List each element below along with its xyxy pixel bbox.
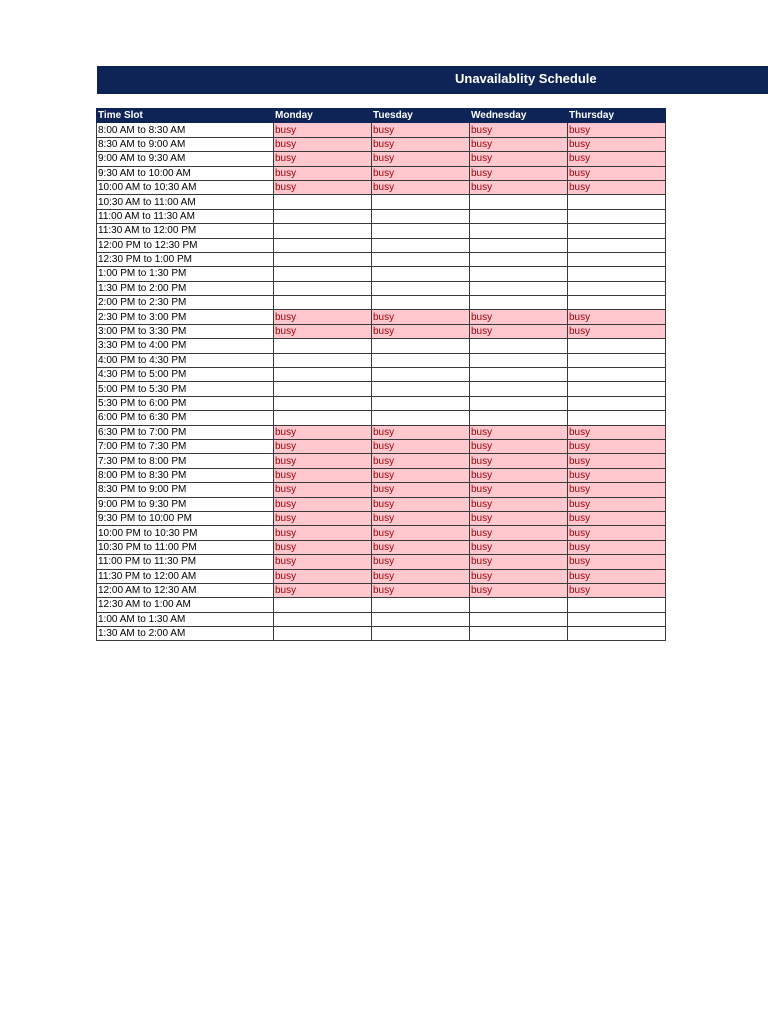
busy-cell-wednesday: busy [470, 180, 568, 194]
empty-cell-thursday [568, 339, 666, 353]
busy-cell-thursday: busy [568, 166, 666, 180]
table-row [97, 612, 666, 626]
empty-cell-thursday [568, 612, 666, 626]
empty-cell-wednesday [470, 224, 568, 238]
column-header-time-slot: Time Slot [97, 109, 274, 123]
empty-cell-thursday [568, 627, 666, 641]
time-slot-cell: 11:30 AM to 12:00 PM [97, 224, 274, 238]
column-header-thursday: Thursday [568, 109, 666, 123]
table-row [97, 252, 666, 266]
table-header-row [97, 109, 666, 123]
time-slot-cell: 12:30 PM to 1:00 PM [97, 252, 274, 266]
table-row [97, 339, 666, 353]
busy-cell-wednesday: busy [470, 454, 568, 468]
busy-cell-thursday: busy [568, 540, 666, 554]
empty-cell-monday [274, 598, 372, 612]
busy-cell-thursday: busy [568, 180, 666, 194]
empty-cell-thursday [568, 598, 666, 612]
busy-cell-tuesday: busy [372, 180, 470, 194]
busy-cell-thursday: busy [568, 310, 666, 324]
busy-cell-thursday: busy [568, 511, 666, 525]
table-row [97, 569, 666, 583]
time-slot-cell: 10:00 PM to 10:30 PM [97, 526, 274, 540]
busy-cell-thursday: busy [568, 425, 666, 439]
empty-cell-monday [274, 396, 372, 410]
empty-cell-tuesday [372, 209, 470, 223]
empty-cell-thursday [568, 224, 666, 238]
empty-cell-thursday [568, 411, 666, 425]
empty-cell-tuesday [372, 382, 470, 396]
busy-cell-thursday: busy [568, 569, 666, 583]
table-row [97, 396, 666, 410]
empty-cell-wednesday [470, 209, 568, 223]
empty-cell-wednesday [470, 368, 568, 382]
busy-cell-monday: busy [274, 468, 372, 482]
empty-cell-tuesday [372, 353, 470, 367]
busy-cell-wednesday: busy [470, 511, 568, 525]
empty-cell-tuesday [372, 396, 470, 410]
column-header-monday: Monday [274, 109, 372, 123]
table-row [97, 368, 666, 382]
time-slot-cell: 11:30 PM to 12:00 AM [97, 569, 274, 583]
busy-cell-monday: busy [274, 166, 372, 180]
table-row [97, 439, 666, 453]
busy-cell-thursday: busy [568, 123, 666, 137]
table-row [97, 627, 666, 641]
table-row [97, 468, 666, 482]
busy-cell-wednesday: busy [470, 468, 568, 482]
empty-cell-tuesday [372, 252, 470, 266]
table-row [97, 425, 666, 439]
empty-cell-wednesday [470, 382, 568, 396]
busy-cell-wednesday: busy [470, 310, 568, 324]
empty-cell-thursday [568, 281, 666, 295]
busy-cell-monday: busy [274, 454, 372, 468]
empty-cell-monday [274, 382, 372, 396]
time-slot-cell: 11:00 PM to 11:30 PM [97, 555, 274, 569]
empty-cell-monday [274, 281, 372, 295]
empty-cell-wednesday [470, 627, 568, 641]
time-slot-cell: 11:00 AM to 11:30 AM [97, 209, 274, 223]
empty-cell-monday [274, 296, 372, 310]
busy-cell-wednesday: busy [470, 497, 568, 511]
time-slot-cell: 2:00 PM to 2:30 PM [97, 296, 274, 310]
table-row [97, 540, 666, 554]
busy-cell-thursday: busy [568, 454, 666, 468]
busy-cell-monday: busy [274, 310, 372, 324]
table-row [97, 353, 666, 367]
busy-cell-thursday: busy [568, 555, 666, 569]
time-slot-cell: 6:30 PM to 7:00 PM [97, 425, 274, 439]
busy-cell-wednesday: busy [470, 152, 568, 166]
busy-cell-tuesday: busy [372, 583, 470, 597]
empty-cell-thursday [568, 382, 666, 396]
busy-cell-thursday: busy [568, 583, 666, 597]
busy-cell-monday: busy [274, 123, 372, 137]
table-row [97, 123, 666, 137]
busy-cell-thursday: busy [568, 497, 666, 511]
empty-cell-monday [274, 368, 372, 382]
busy-cell-wednesday: busy [470, 555, 568, 569]
busy-cell-monday: busy [274, 324, 372, 338]
empty-cell-tuesday [372, 612, 470, 626]
empty-cell-thursday [568, 195, 666, 209]
busy-cell-monday: busy [274, 137, 372, 151]
empty-cell-wednesday [470, 296, 568, 310]
time-slot-cell: 7:30 PM to 8:00 PM [97, 454, 274, 468]
empty-cell-thursday [568, 252, 666, 266]
empty-cell-wednesday [470, 411, 568, 425]
table-row [97, 267, 666, 281]
time-slot-cell: 12:30 AM to 1:00 AM [97, 598, 274, 612]
empty-cell-tuesday [372, 598, 470, 612]
empty-cell-monday [274, 267, 372, 281]
empty-cell-tuesday [372, 238, 470, 252]
busy-cell-monday: busy [274, 497, 372, 511]
table-row [97, 526, 666, 540]
time-slot-cell: 12:00 AM to 12:30 AM [97, 583, 274, 597]
busy-cell-monday: busy [274, 555, 372, 569]
busy-cell-tuesday: busy [372, 511, 470, 525]
time-slot-cell: 6:00 PM to 6:30 PM [97, 411, 274, 425]
busy-cell-monday: busy [274, 180, 372, 194]
table-row [97, 324, 666, 338]
table-row [97, 511, 666, 525]
empty-cell-wednesday [470, 195, 568, 209]
busy-cell-wednesday: busy [470, 166, 568, 180]
empty-cell-monday [274, 353, 372, 367]
busy-cell-tuesday: busy [372, 439, 470, 453]
busy-cell-monday: busy [274, 152, 372, 166]
time-slot-cell: 2:30 PM to 3:00 PM [97, 310, 274, 324]
busy-cell-monday: busy [274, 569, 372, 583]
table-row [97, 555, 666, 569]
time-slot-cell: 12:00 PM to 12:30 PM [97, 238, 274, 252]
busy-cell-thursday: busy [568, 137, 666, 151]
busy-cell-tuesday: busy [372, 540, 470, 554]
busy-cell-monday: busy [274, 439, 372, 453]
empty-cell-wednesday [470, 267, 568, 281]
table-row [97, 497, 666, 511]
empty-cell-tuesday [372, 267, 470, 281]
time-slot-cell: 8:00 AM to 8:30 AM [97, 123, 274, 137]
empty-cell-thursday [568, 396, 666, 410]
time-slot-cell: 1:00 AM to 1:30 AM [97, 612, 274, 626]
table-row [97, 382, 666, 396]
empty-cell-monday [274, 224, 372, 238]
busy-cell-thursday: busy [568, 483, 666, 497]
busy-cell-monday: busy [274, 483, 372, 497]
time-slot-cell: 7:00 PM to 7:30 PM [97, 439, 274, 453]
empty-cell-wednesday [470, 252, 568, 266]
empty-cell-tuesday [372, 281, 470, 295]
empty-cell-tuesday [372, 224, 470, 238]
busy-cell-wednesday: busy [470, 123, 568, 137]
busy-cell-wednesday: busy [470, 540, 568, 554]
time-slot-cell: 4:30 PM to 5:00 PM [97, 368, 274, 382]
empty-cell-monday [274, 238, 372, 252]
busy-cell-monday: busy [274, 425, 372, 439]
empty-cell-wednesday [470, 612, 568, 626]
busy-cell-tuesday: busy [372, 324, 470, 338]
empty-cell-thursday [568, 209, 666, 223]
empty-cell-thursday [568, 296, 666, 310]
time-slot-cell: 3:00 PM to 3:30 PM [97, 324, 274, 338]
time-slot-cell: 8:30 AM to 9:00 AM [97, 137, 274, 151]
empty-cell-thursday [568, 353, 666, 367]
table-row [97, 137, 666, 151]
column-header-wednesday: Wednesday [470, 109, 568, 123]
page-title: Unavailablity Schedule [455, 71, 597, 86]
table-row [97, 195, 666, 209]
time-slot-cell: 9:00 AM to 9:30 AM [97, 152, 274, 166]
busy-cell-wednesday: busy [470, 483, 568, 497]
busy-cell-thursday: busy [568, 439, 666, 453]
busy-cell-thursday: busy [568, 468, 666, 482]
time-slot-cell: 9:30 PM to 10:00 PM [97, 511, 274, 525]
empty-cell-tuesday [372, 296, 470, 310]
empty-cell-wednesday [470, 353, 568, 367]
table-row [97, 238, 666, 252]
table-row [97, 224, 666, 238]
table-row [97, 483, 666, 497]
time-slot-cell: 3:30 PM to 4:00 PM [97, 339, 274, 353]
time-slot-cell: 1:30 AM to 2:00 AM [97, 627, 274, 641]
busy-cell-thursday: busy [568, 526, 666, 540]
empty-cell-tuesday [372, 368, 470, 382]
table-row [97, 454, 666, 468]
busy-cell-tuesday: busy [372, 526, 470, 540]
busy-cell-thursday: busy [568, 324, 666, 338]
table-row [97, 166, 666, 180]
time-slot-cell: 8:30 PM to 9:00 PM [97, 483, 274, 497]
time-slot-cell: 8:00 PM to 8:30 PM [97, 468, 274, 482]
table-row [97, 209, 666, 223]
busy-cell-tuesday: busy [372, 123, 470, 137]
table-row [97, 296, 666, 310]
busy-cell-wednesday: busy [470, 526, 568, 540]
time-slot-cell: 10:30 PM to 11:00 PM [97, 540, 274, 554]
table-row [97, 598, 666, 612]
time-slot-cell: 1:00 PM to 1:30 PM [97, 267, 274, 281]
table-row [97, 583, 666, 597]
busy-cell-tuesday: busy [372, 497, 470, 511]
empty-cell-monday [274, 612, 372, 626]
empty-cell-tuesday [372, 627, 470, 641]
busy-cell-monday: busy [274, 540, 372, 554]
column-header-tuesday: Tuesday [372, 109, 470, 123]
busy-cell-tuesday: busy [372, 137, 470, 151]
empty-cell-thursday [568, 267, 666, 281]
time-slot-cell: 9:00 PM to 9:30 PM [97, 497, 274, 511]
time-slot-cell: 5:00 PM to 5:30 PM [97, 382, 274, 396]
busy-cell-tuesday: busy [372, 454, 470, 468]
table-row [97, 310, 666, 324]
busy-cell-monday: busy [274, 526, 372, 540]
empty-cell-monday [274, 209, 372, 223]
empty-cell-wednesday [470, 339, 568, 353]
busy-cell-monday: busy [274, 511, 372, 525]
table-row [97, 281, 666, 295]
busy-cell-wednesday: busy [470, 137, 568, 151]
busy-cell-tuesday: busy [372, 425, 470, 439]
busy-cell-thursday: busy [568, 152, 666, 166]
empty-cell-thursday [568, 368, 666, 382]
time-slot-cell: 1:30 PM to 2:00 PM [97, 281, 274, 295]
busy-cell-tuesday: busy [372, 569, 470, 583]
empty-cell-monday [274, 195, 372, 209]
busy-cell-wednesday: busy [470, 425, 568, 439]
busy-cell-tuesday: busy [372, 152, 470, 166]
busy-cell-wednesday: busy [470, 569, 568, 583]
empty-cell-monday [274, 252, 372, 266]
time-slot-cell: 10:00 AM to 10:30 AM [97, 180, 274, 194]
busy-cell-wednesday: busy [470, 583, 568, 597]
time-slot-cell: 4:00 PM to 4:30 PM [97, 353, 274, 367]
empty-cell-monday [274, 339, 372, 353]
empty-cell-monday [274, 411, 372, 425]
table-row [97, 180, 666, 194]
busy-cell-tuesday: busy [372, 555, 470, 569]
empty-cell-wednesday [470, 281, 568, 295]
busy-cell-tuesday: busy [372, 166, 470, 180]
empty-cell-tuesday [372, 339, 470, 353]
schedule-table [96, 108, 666, 641]
table-row [97, 411, 666, 425]
empty-cell-thursday [568, 238, 666, 252]
schedule-body [97, 123, 666, 641]
empty-cell-wednesday [470, 396, 568, 410]
time-slot-cell: 9:30 AM to 10:00 AM [97, 166, 274, 180]
empty-cell-wednesday [470, 598, 568, 612]
time-slot-cell: 5:30 PM to 6:00 PM [97, 396, 274, 410]
busy-cell-tuesday: busy [372, 483, 470, 497]
empty-cell-tuesday [372, 195, 470, 209]
time-slot-cell: 10:30 AM to 11:00 AM [97, 195, 274, 209]
title-bar [97, 66, 768, 94]
table-row [97, 152, 666, 166]
empty-cell-wednesday [470, 238, 568, 252]
empty-cell-monday [274, 627, 372, 641]
busy-cell-wednesday: busy [470, 439, 568, 453]
busy-cell-monday: busy [274, 583, 372, 597]
busy-cell-tuesday: busy [372, 468, 470, 482]
busy-cell-wednesday: busy [470, 324, 568, 338]
busy-cell-tuesday: busy [372, 310, 470, 324]
empty-cell-tuesday [372, 411, 470, 425]
